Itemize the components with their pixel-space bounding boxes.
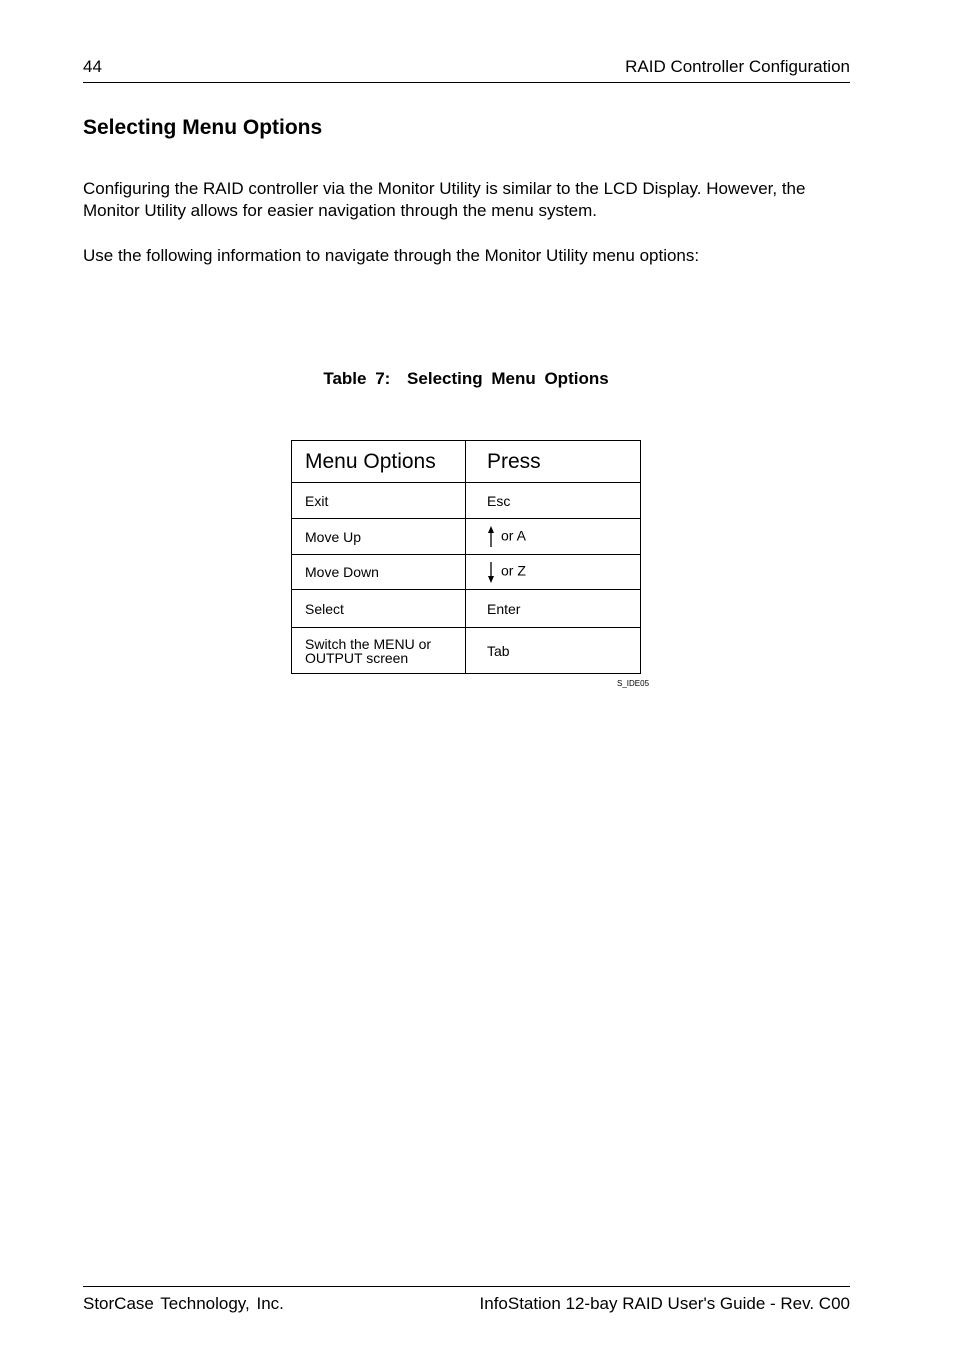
table-row [292,519,641,555]
table-row [292,555,641,590]
press-key-label: Esc [487,492,511,509]
press-key-label: or Z [501,562,526,579]
figure-code: S_IDE05 [617,679,650,688]
press-key-cell [466,628,641,674]
table-row [292,590,641,628]
menu-option-cell: Select [292,590,466,628]
press-key-label: Enter [487,600,521,617]
table-caption-title: Selecting Menu Options [407,369,609,388]
press-key-cell [466,555,641,590]
menu-option-cell: Exit [292,483,466,519]
down-arrow-icon [487,561,495,583]
press-key-label: or A [501,527,526,544]
press-key-label: Tab [487,642,510,659]
column-header-press: Press [466,441,641,483]
table-header-row [292,441,641,483]
page-footer [83,1286,850,1317]
menu-option-cell: Move Down [292,555,466,590]
press-key-cell [466,483,641,519]
press-key-cell [466,590,641,628]
table-caption-label: Table 7: [323,369,391,388]
table-row [292,483,641,519]
footer-company: StorCase Technology, Inc. [83,1294,284,1313]
running-section-title: RAID Controller Configuration [625,57,850,76]
table-caption [0,369,932,389]
page-header [83,56,850,83]
intro-paragraph: Configuring the RAID controller via the Monitor Utility is similar to the LCD Display. However, the Monitor Utility allows for easier navigation through the menu system. [83,179,806,220]
up-arrow-icon [487,526,495,548]
column-header-menu-options: Menu Options [292,441,466,483]
page-number: 44 [83,57,102,76]
footer-guide-title: InfoStation 12-bay RAID User's Guide - Rev. C00 [479,1294,850,1313]
menu-option-cell: Switch the MENU or OUTPUT screen [292,628,466,674]
press-key-cell [466,519,641,555]
table-row [292,628,641,674]
section-heading: Selecting Menu Options [83,116,323,139]
menu-options-table [291,440,641,674]
menu-option-cell: Move Up [292,519,466,555]
instruction-paragraph: Use the following information to navigate through the Monitor Utility menu options: [83,246,700,265]
